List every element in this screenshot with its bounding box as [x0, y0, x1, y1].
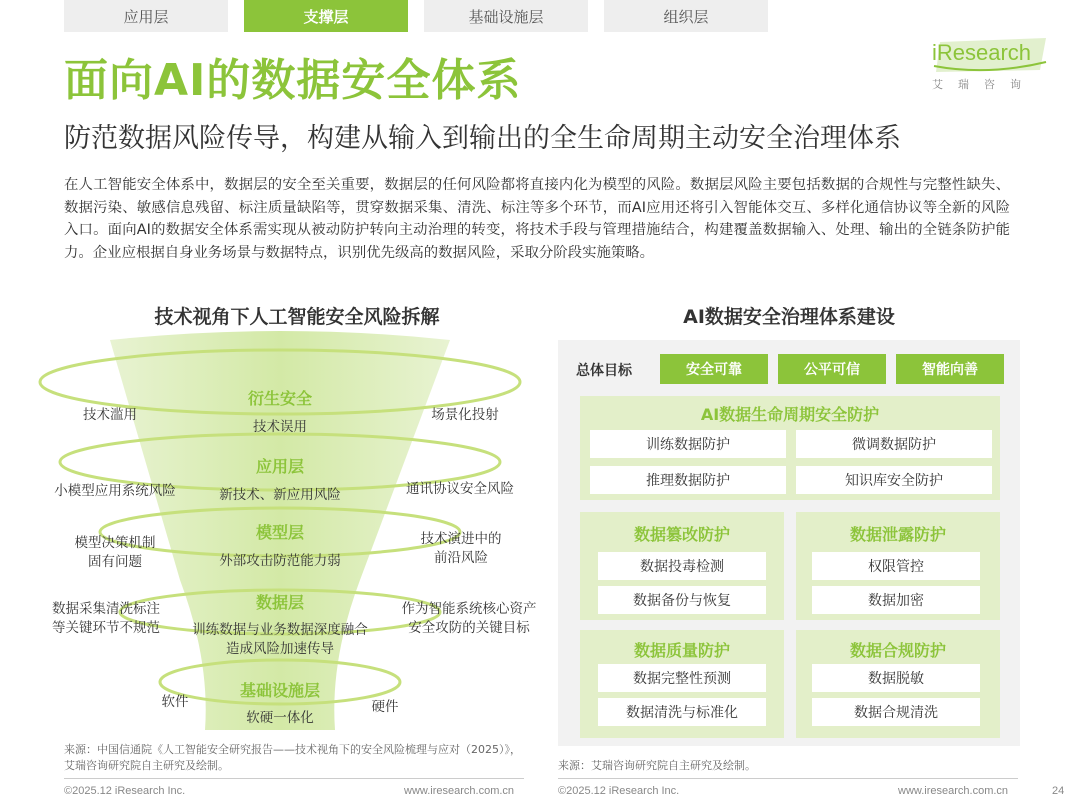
logo-subtext: 艾瑞咨询 — [932, 78, 1036, 91]
layer-name: 应用层 — [255, 457, 304, 476]
layer-left-text: 小模型应用系统风险 — [54, 483, 176, 499]
page-number: 24 — [1052, 785, 1065, 797]
layer-name: 数据层 — [255, 593, 304, 612]
quality-item: 数据完整性预测 — [598, 664, 766, 692]
layer-right-text: 作为智能系统核心资产 安全攻防的关键目标 — [401, 601, 537, 636]
layer-name: 衍生安全 — [247, 389, 312, 408]
compliance-item: 数据脱敏 — [812, 664, 980, 692]
left-source-note: 来源：中国信通院《人工智能安全研究报告——技术视角下的安全风险梳理与应对（2025）》，艾瑞咨询研究院自主研究及绘制。 — [64, 743, 521, 772]
leak-item: 数据加密 — [812, 586, 980, 614]
page-subtitle: 防范数据风险传导，构建从输入到输出的全生命周期主动安全治理体系 — [64, 123, 901, 154]
compliance-item: 数据合规清洗 — [812, 698, 980, 726]
tamper-title: 数据篡改防护 — [633, 525, 730, 544]
lifecycle-item: 训练数据防护 — [590, 430, 786, 458]
layer-center-text: 训练数据与业务数据深度融合 造成风险加速传导 — [192, 622, 368, 657]
left-divider — [64, 778, 524, 779]
layer-center-text: 技术误用 — [253, 419, 307, 435]
layer-right-text: 技术演进中的 前沿风险 — [420, 531, 502, 566]
tamper-item: 数据备份与恢复 — [598, 586, 766, 614]
layer-left-text: 技术滥用 — [83, 407, 137, 423]
tab-application-layer[interactable]: 应用层 — [64, 0, 228, 32]
compliance-title: 数据合规防护 — [849, 641, 946, 660]
goal-badge: 安全可靠 — [660, 354, 768, 384]
goal-badge: 公平可信 — [778, 354, 886, 384]
layer-name: 基础设施层 — [239, 681, 320, 700]
governance-title: AI数据安全治理体系建设 — [683, 306, 895, 328]
goal-label: 总体目标 — [576, 363, 632, 379]
lifecycle-item: 推理数据防护 — [590, 466, 786, 494]
goal-badge: 智能向善 — [896, 354, 1004, 384]
layer-right-text: 场景化投射 — [431, 407, 499, 423]
tamper-item: 数据投毒检测 — [598, 552, 766, 580]
page-title: 面向AI的数据安全体系 — [64, 55, 522, 106]
right-divider — [558, 778, 1018, 779]
lifecycle-item: 微调数据防护 — [796, 430, 992, 458]
layer-center-text: 外部攻击防范能力弱 — [219, 553, 341, 569]
layer-right-text: 通讯协议安全风险 — [406, 481, 514, 497]
leak-title: 数据泄露防护 — [849, 525, 946, 544]
layer-right-text: 硬件 — [371, 699, 399, 715]
logo-text: iResearch — [932, 40, 1032, 65]
tab-support-layer[interactable]: 支撑层 — [244, 0, 408, 32]
quality-item: 数据清洗与标准化 — [598, 698, 766, 726]
intro-paragraph: 在人工智能安全体系中，数据层的安全至关重要，数据层的任何风险都将直接内化为模型的风险。数据层风险主要包括数据的合规性与完整性缺失、数据污染、敏感信息残留、标注质量缺陷等，贯穿数据采集、清洗、标注等多个环节，而AI应用还将引入智能体交互、多样化通信协议等全新的风险入口。面向AI的数据安全体系需实现从被动防护转向主动治理的转变，将技术手段与管理措施结合，构建覆盖数据输入、处理、输出的全链条防护能力。企业应根据自身业务场景与数据特点，识别优先级高的数据风险，采取分阶段实施策略。 — [64, 177, 1010, 261]
section-tabs — [64, 0, 768, 32]
lifecycle-item: 知识库安全防护 — [796, 466, 992, 494]
lifecycle-title: AI数据生命周期安全防护 — [700, 405, 880, 424]
right-copyright: ©2025.12 iResearch Inc. — [558, 785, 680, 797]
leak-item: 权限管控 — [812, 552, 980, 580]
funnel-chart-title: 技术视角下人工智能安全风险拆解 — [154, 306, 440, 328]
layer-left-text: 数据采集清洗标注 等关键环节不规范 — [52, 601, 160, 636]
tab-infrastructure-layer[interactable]: 基础设施层 — [424, 0, 588, 32]
right-website: www.iresearch.com.cn — [898, 785, 1009, 797]
left-copyright: ©2025.12 iResearch Inc. — [64, 785, 186, 797]
tab-organization-layer[interactable]: 组织层 — [604, 0, 768, 32]
layer-left-text: 软件 — [161, 694, 189, 710]
iresearch-logo — [928, 36, 1050, 96]
layer-center-text: 软硬一体化 — [246, 710, 314, 726]
left-website: www.iresearch.com.cn — [404, 785, 515, 797]
quality-title: 数据质量防护 — [633, 641, 730, 660]
layer-center-text: 新技术、新应用风险 — [219, 487, 341, 503]
layer-name: 模型层 — [255, 523, 304, 542]
right-source-note: 来源：艾瑞咨询研究院自主研究及绘制。 — [558, 759, 756, 772]
layer-left-text: 模型决策机制 固有问题 — [74, 535, 156, 570]
